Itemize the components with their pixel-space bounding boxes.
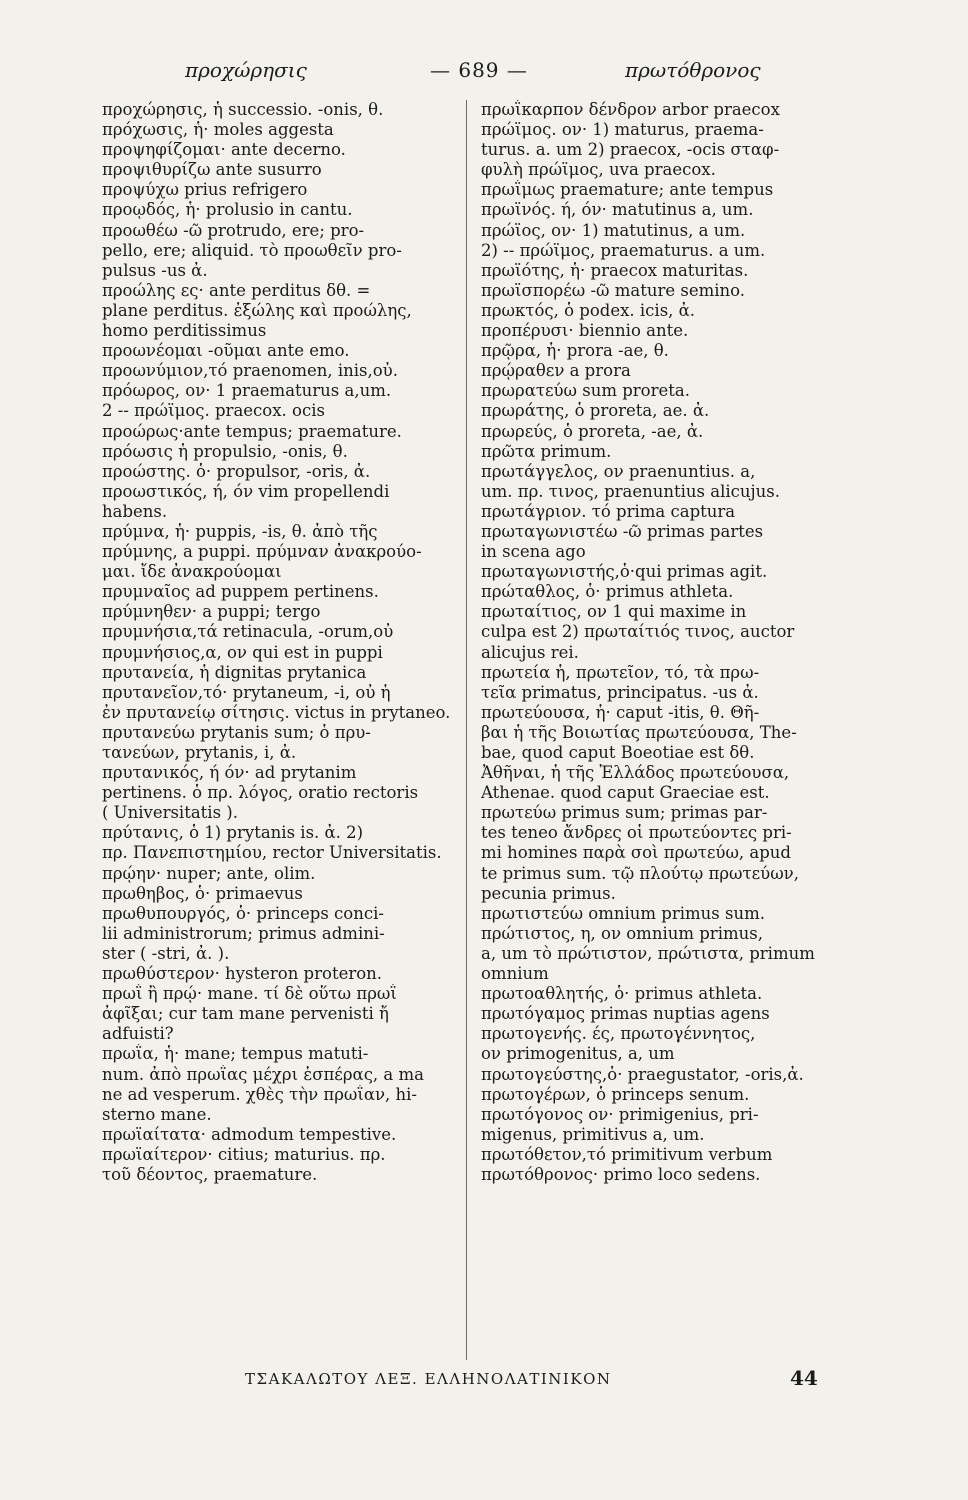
dictionary-line: ἀφῖξαι; cur tam mane pervenisti ἤ xyxy=(102,1004,389,1024)
dictionary-line: πρωτιστεύω omnium primus sum. xyxy=(481,903,765,923)
dictionary-line: Athenae. quod caput Graeciae est. xyxy=(481,783,770,803)
dictionary-line: πρωθύστερον· hysteron proteron. xyxy=(102,964,383,984)
dictionary-line: προψύχω prius refrigero xyxy=(102,180,308,200)
dictionary-line: πρώϊμος. ον· 1) maturus, praema- xyxy=(481,120,764,140)
dictionary-line: ἐν πρυτανείῳ σίτησις. victus in prytaneo. xyxy=(102,702,451,722)
dictionary-line: πρωΐμως praemature; ante tempus xyxy=(481,180,774,200)
dictionary-line: 2) -- πρώϊμος, praematurus. a um. xyxy=(481,240,766,260)
dictionary-line: πρωτογέρων, ὁ princeps senum. xyxy=(481,1084,750,1104)
dictionary-line: πρώϊος, ον· 1) matutinus, a um. xyxy=(481,220,746,240)
dictionary-line: πρωκτός, ὁ podex. icis, ἀ. xyxy=(481,300,696,320)
dictionary-line: τεῖα primatus, principatus. -us ἀ. xyxy=(481,682,759,702)
dictionary-line: ( Universitatis ). xyxy=(102,803,238,823)
dictionary-line: culpa est 2) πρωταίτιός τινος, auctor xyxy=(481,622,795,642)
dictionary-line: bae, quod caput Boeotiae est δθ. xyxy=(481,743,755,762)
dictionary-line: πρύμνηθεν· a puppi; tergo xyxy=(102,602,321,622)
dictionary-line: πρωτεύουσα, ἡ· caput -itis, θ. Θῆ- xyxy=(481,702,760,722)
dictionary-line: tes teneo ἄνδρες οἱ πρωτεύοντες pri- xyxy=(481,823,792,843)
dictionary-line: πρόχωσις, ἡ· moles aggesta xyxy=(102,120,334,140)
dictionary-line: πρυτανικός, ή όν· ad prytanim xyxy=(102,763,357,783)
dictionary-line: πρυτανεία, ἡ dignitas prytanica xyxy=(102,662,367,682)
dictionary-line: πρώτιστος, η, ον omnium primus, xyxy=(481,923,763,943)
dictionary-line: habens. xyxy=(102,501,168,521)
dictionary-line: pello, ere; aliquid. τὸ προωθεῖν pro- xyxy=(102,240,402,260)
dictionary-line: πρωϊότης, ἡ· praecox maturitas. xyxy=(481,260,749,280)
dictionary-line: πρωταγωνιστής,ὁ·qui primas agit. xyxy=(481,562,768,582)
dictionary-line: πρωτεύω primus sum; primas par- xyxy=(481,803,768,823)
dictionary-line: pertinens. ὁ πρ. λόγος, oratio rectoris xyxy=(102,783,419,803)
dictionary-line: ον primogenitus, a, um xyxy=(481,1044,675,1064)
dictionary-line: adfuisti? xyxy=(102,1024,174,1044)
dictionary-line: ne ad vesperum. χθὲς τὴν πρωΐαν, hi- xyxy=(102,1084,417,1104)
dictionary-line: homo perditissimus xyxy=(102,321,267,341)
page-header xyxy=(0,58,968,98)
dictionary-line: turus. a. um 2) praecox, -ocis σταφ- xyxy=(481,140,780,160)
dictionary-line: πρωϊνός. ή, όν· matutinus a, um. xyxy=(481,200,754,220)
dictionary-line: πρύμνα, ἡ· puppis, -is, θ. ἀπὸ τῆς xyxy=(102,521,378,541)
dictionary-line: μαι. ἴδε ἀνακρούομαι xyxy=(102,562,282,582)
dictionary-line: προώλης ες· ante perditus δθ. = xyxy=(102,280,371,300)
dictionary-line: πρωϊαίτατα· admodum tempestive. xyxy=(102,1124,397,1144)
dictionary-line: ster ( -stri, ἀ. ). xyxy=(102,943,230,963)
dictionary-line: omnium xyxy=(481,964,549,984)
dictionary-line: προχώρησις, ἡ successio. -onis, θ. xyxy=(102,100,384,119)
dictionary-line: προώρως·ante tempus; praemature. xyxy=(102,421,402,441)
dictionary-line: Ἀθῆναι, ἡ τῆς Ἑλλάδος πρωτεύουσα, xyxy=(481,763,790,783)
dictionary-line: πρωϊσπορέω -ῶ mature semino. xyxy=(481,280,746,300)
dictionary-line: πρῴραθεν a prora xyxy=(481,361,631,381)
dictionary-line: pulsus -us ἀ. xyxy=(102,260,208,280)
dictionary-line: πρωτεία ἡ, πρωτεῖον, τό, τὰ πρω- xyxy=(481,662,760,682)
dictionary-line: πρωτόθρονος· primo loco sedens. xyxy=(481,1164,761,1184)
dictionary-line: πρωταγωνιστέω -ῶ primas partes xyxy=(481,521,764,541)
dictionary-line: πρῴην· nuper; ante, olim. xyxy=(102,863,316,883)
dictionary-line: προῳδός, ἡ· prolusio in cantu. xyxy=(102,200,353,220)
dictionary-line: a, um τὸ πρώτιστον, πρώτιστα, primum xyxy=(481,943,815,963)
left-column xyxy=(102,100,462,1185)
dictionary-line: πρωΐ ἢ πρῴ· mane. τί δὲ οὕτω πρωΐ xyxy=(102,984,397,1004)
dictionary-line: pecunia primus. xyxy=(481,883,616,903)
dictionary-line: προωνύμιον,τό praenomen, inis,οὐ. xyxy=(102,361,398,381)
dictionary-line: πρωτόθετον,τό primitivum verbum xyxy=(481,1144,773,1164)
dictionary-line: προωστικός, ή, όν vim propellendi xyxy=(102,481,390,501)
dictionary-line: πρ. Πανεπιστημίου, rector Universitatis. xyxy=(102,843,442,863)
page-number: — 689 — xyxy=(430,58,528,82)
dictionary-line: πρωτάγριον. τό prima captura xyxy=(481,501,736,521)
dictionary-line: mi homines παρὰ σοὶ πρωτεύω, apud xyxy=(481,843,791,863)
page-footer xyxy=(0,1366,968,1400)
dictionary-line: πρωτογενής. ές, πρωτογέννητος, xyxy=(481,1024,756,1044)
dictionary-line: προωθέω -ῶ protrudo, ere; pro- xyxy=(102,220,365,240)
dictionary-line: πρωτόγαμος primas nuptias agens xyxy=(481,1004,770,1024)
header-right-guide-word: πρωτόθρονος xyxy=(625,58,761,82)
dictionary-line: πρωράτης, ὁ proreta, ae. ἀ. xyxy=(481,401,710,421)
dictionary-line: προψηφίζομαι· ante decerno. xyxy=(102,140,346,160)
right-column xyxy=(481,100,851,1185)
dictionary-line: in scena ago xyxy=(481,542,586,562)
signature-number: 44 xyxy=(790,1366,818,1390)
dictionary-line: πρωθυπουργός, ὁ· princeps conci- xyxy=(102,903,384,923)
dictionary-line: sterno mane. xyxy=(102,1104,212,1124)
dictionary-line: τανεύων, prytanis, i, ἀ. xyxy=(102,743,297,762)
dictionary-line: πρυτανεύω prytanis sum; ὁ πρυ- xyxy=(102,722,371,742)
dictionary-line: πρυμναῖος ad puppem pertinens. xyxy=(102,582,379,602)
dictionary-line: προψιθυρίζω ante susurro xyxy=(102,160,322,180)
dictionary-line: πρωρατεύω sum proreta. xyxy=(481,381,690,401)
dictionary-line: 2 -- πρώϊμος. praecox. ocis xyxy=(102,401,325,421)
dictionary-line: πρωτοαθλητής, ὁ· primus athleta. xyxy=(481,984,763,1004)
dictionary-line: τοῦ δέοντος, praemature. xyxy=(102,1164,318,1184)
dictionary-line: lii administrorum; primus admini- xyxy=(102,923,385,943)
dictionary-line: πρωϊαίτερον· citius; maturius. πρ. xyxy=(102,1144,386,1164)
header-left-guide-word: προχώρησις xyxy=(185,58,307,82)
dictionary-line: βαι ἡ τῆς Βοιωτίας πρωτεύουσα, The- xyxy=(481,722,797,742)
dictionary-line: migenus, primitivus a, um. xyxy=(481,1124,705,1144)
dictionary-line: φυλὴ πρώϊμος, uva praecox. xyxy=(481,160,716,180)
dictionary-line: te primus sum. τῷ πλούτῳ πρωτεύων, xyxy=(481,863,799,883)
dictionary-line: πρῶτα primum. xyxy=(481,441,612,461)
dictionary-line: πρωθηβος, ὁ· primaevus xyxy=(102,883,303,903)
dictionary-line: πρωτογεύστης,ὁ· praegustator, -oris,ἀ. xyxy=(481,1064,804,1084)
dictionary-line: πρωτάγγελος, ον praenuntius. a, xyxy=(481,461,756,481)
dictionary-line: πρυμνήσιος,α, ον qui est in puppi xyxy=(102,642,383,662)
dictionary-line: πρόωρος, ον· 1 praematurus a,um. xyxy=(102,381,392,401)
dictionary-line: πρόωσις ἡ propulsio, -onis, θ. xyxy=(102,441,348,461)
dictionary-line: προώστης. ὁ· propulsor, -oris, ἀ. xyxy=(102,461,371,481)
dictionary-line: πρωΐα, ἡ· mane; tempus matuti- xyxy=(102,1044,369,1064)
dictionary-line: πρώταθλος, ὁ· primus athleta. xyxy=(481,582,734,602)
dictionary-line: πρύτανις, ὁ 1) prytanis is. ἀ. 2) xyxy=(102,823,364,843)
dictionary-line: alicujus rei. xyxy=(481,642,579,662)
dictionary-line: προωνέομαι -οῦμαι ante emo. xyxy=(102,341,350,361)
dictionary-line: πρυτανεῖον,τό· prytaneum, -i, οὐ ἡ xyxy=(102,682,391,702)
dictionary-line: plane perditus. ἐξώλης καὶ προώλης, xyxy=(102,300,412,320)
dictionary-line: πρωρεύς, ὁ proreta, -ae, ἀ. xyxy=(481,421,704,441)
dictionary-line: πρωΐκαρπον δένδρον arbor praecox xyxy=(481,100,780,119)
dictionary-line: πρωταίτιος, ον 1 qui maxime in xyxy=(481,602,747,622)
dictionary-line: πρυμνήσια,τά retinacula, -orum,οὐ xyxy=(102,622,394,642)
dictionary-line: πρωτόγονος ον· primigenius, pri- xyxy=(481,1104,759,1124)
dictionary-line: πρύμνης, a puppi. πρύμναν ἀνακρούο- xyxy=(102,542,422,562)
footer-title: ΤΣΑΚΑΛΩΤΟΥ ΛΕΞ. ΕΛΛΗΝΟΛΑΤΙΝΙΚΟΝ xyxy=(245,1370,612,1388)
dictionary-line: um. πρ. τινος, praenuntius alicujus. xyxy=(481,481,780,501)
dictionary-line: προπέρυσι· biennio ante. xyxy=(481,321,689,341)
dictionary-line: num. ἀπὸ πρωΐας μέχρι ἑσπέρας, a ma xyxy=(102,1064,424,1084)
dictionary-line: πρῷρα, ἡ· prora -ae, θ. xyxy=(481,341,669,361)
column-divider xyxy=(466,100,467,1360)
